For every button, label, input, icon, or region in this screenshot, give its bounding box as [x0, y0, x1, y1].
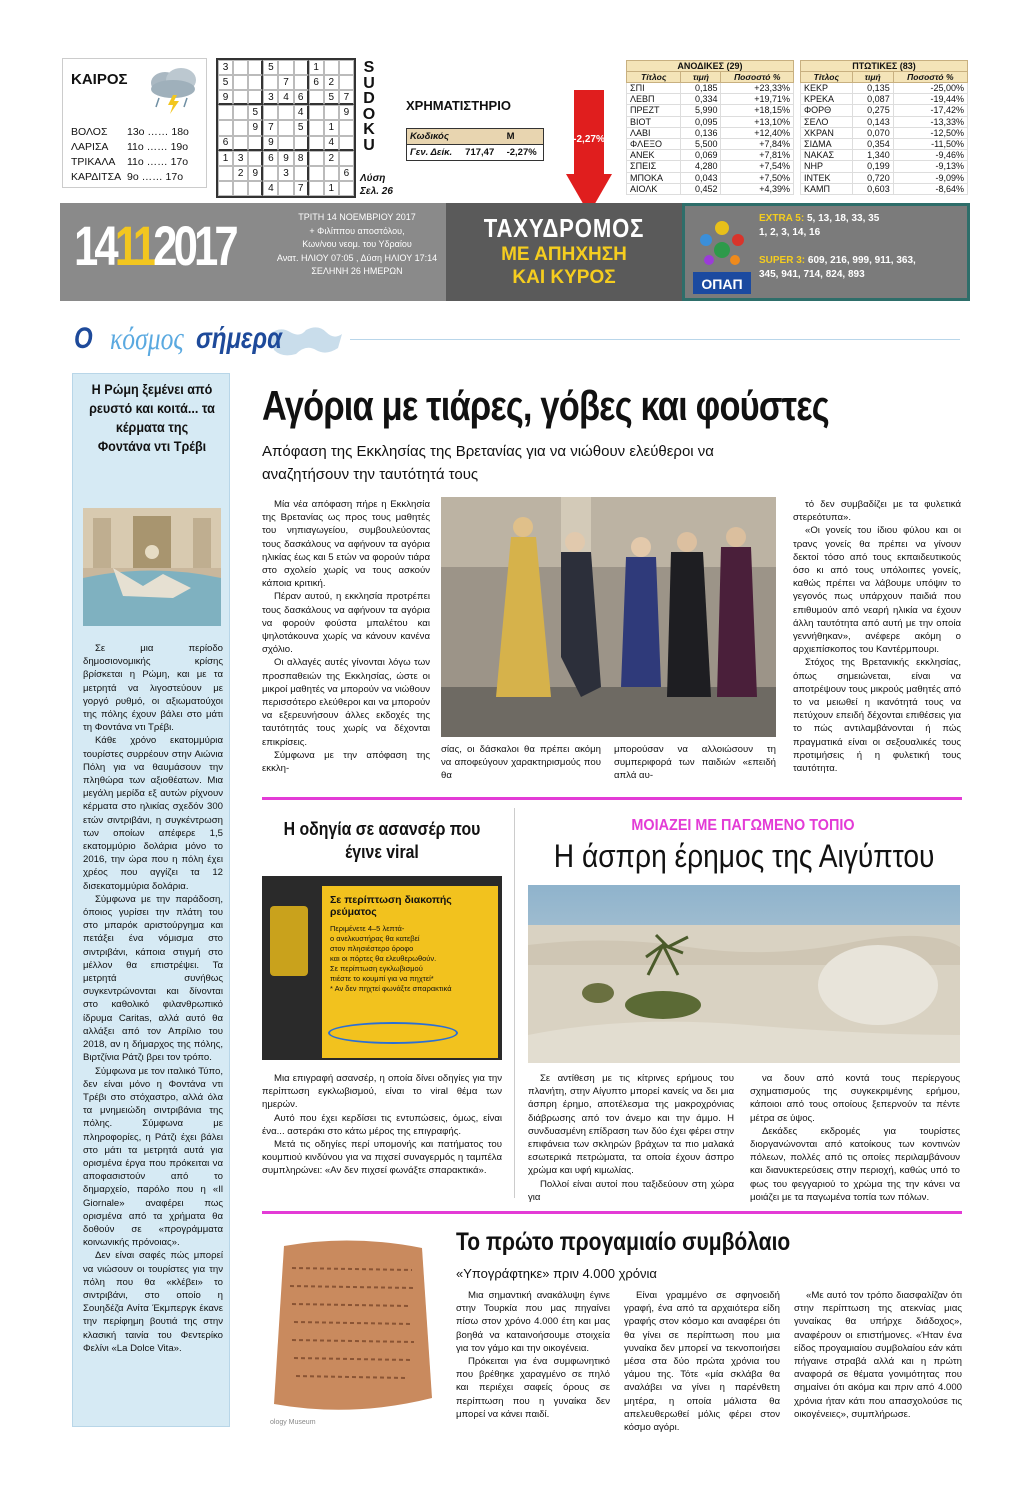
paragraph: να δουν από κοντά τους περίεργους σχηματισμούς της συγκεκριμένης ερήμου, κάποιοι από τους οποίους ξεπερνούν τα πέντε μέτρα σε ύψος. [750, 1073, 960, 1124]
sudoku-cell [233, 75, 248, 90]
table-row: ΠΡΕΖΤ 5,990 +18,15% [627, 105, 794, 116]
clergy-procession-photo [441, 497, 776, 737]
table-row: ΣΠΙ 0,185 +23,33% [627, 83, 794, 94]
paragraph: Πολλοί είναι αυτοί που ταξιδεύουν στη χώρα για [528, 1178, 734, 1203]
index-value: 717,47 [465, 147, 495, 158]
table-header: Τίτλος τιμή Ποσοστό % [627, 72, 794, 83]
sudoku-cell [233, 105, 248, 120]
sudoku-cell [309, 120, 324, 135]
weather-list [71, 125, 201, 185]
table-row: ΑΙΟΛΚ 0,452 +4,39% [627, 183, 794, 194]
sidebar-headline: Η Ρώμη ξεμένει από ρευστό και κοιτά... τα κέρματα της Φοντάνα ντι Τρέβι [89, 381, 215, 454]
table-row: ΑΝΕΚ 0,069 +7,81% [627, 150, 794, 161]
paragraph: Κάθε χρόνο εκατομμύρια τουρίστες συρρέουν στην Αιώνια Πόλη για να θαυμάσουν την πληθώρα των αξιοθέατων. Μια μεγάλη μερίδα εξ αυτών ρίχνουν κέρματα στο ηλικίας σχεδόν 300 ετών σιντριβάνι, η συγκέντρωση των οποίων απέφερε 1,5 εκατομμύριο δολάρια μόνο το 2016, την ώρα που η πόλη έχει χρέος που αγγίζει τα 12 δισεκατομμύρια δολάρια. [83, 735, 223, 892]
sudoku-cell [294, 166, 309, 181]
date-bar [60, 203, 970, 301]
down-arrow-icon [566, 90, 612, 214]
paragraph: Οι αλλαγές αυτές γίνονται λόγω των προσπαθειών της Εκκλησίας, ώστε οι μικροί μαθητές να μπορούν να νιώθουν περισσότερο ελεύθεροι και να μπορούν να εξερευνήσουν άλλες εκδοχές της ταυτότητάς τους χωρίς να δέχονται επικρίσεις. [262, 657, 430, 748]
sudoku-cell [324, 105, 339, 120]
sudoku-cell: 2 [324, 151, 339, 166]
sudoku-cell [309, 136, 324, 151]
contract-column-3 [794, 1289, 962, 1421]
sudoku-cell [233, 136, 248, 151]
paragraph: Σύμφωνα με την παράδοση, όποιος γυρίσει την πλάτη του στο μπαρόκ αριστούργημα και πετάξει ένα νόμισμα στο σιντριβάνι, κάποια στιγμή στο μέλλον θα επιστρέψει. Τα μετρητά συνήθως συγκεντρώνονται και δίνονται στο καθολικό φιλανθρωπικό ίδρυμα Caritas, αλλά αυτό θα αλλάξει από τον Απρίλιο του 2018, αν η δήμαρχος της πόλης, Βιρτζίνια Ράτζι βρει τον τρόπο. [83, 893, 223, 1064]
sudoku-solution-ref [360, 172, 393, 198]
sudoku-cell: 4 [294, 105, 309, 120]
sudoku-cell: 6 [294, 90, 309, 105]
main-column-2: σίας, οι δάσκαλοι θα πρέπει ακόμη να αποφεύγουν χαρακτηρισμούς που θα [441, 744, 601, 782]
opap-numbers: EXTRA 5: 5, 13, 18, 33, 35 1, 2, 3, 14, 16 SUPER 3: 609, 216, 999, 911, 363, 345, 941, 714, 824, 893 [759, 213, 916, 280]
sudoku-cell [233, 120, 248, 135]
storm-cloud-icon [143, 65, 203, 115]
gainers-table [626, 60, 794, 195]
trevi-fountain-photo [83, 508, 221, 626]
egypt-headline: Η άσπρη έρημος της Αιγύπτου [553, 838, 935, 874]
paragraph: Σύμφωνα με την απόφαση της εκκλη- [262, 749, 430, 775]
date-info-line: ΤΡΙΤΗ 14 ΝΟΕΜΒΡΙΟΥ 2017 [298, 212, 416, 222]
sudoku-cell: 4 [263, 181, 278, 196]
egypt-column-1 [528, 1072, 734, 1204]
sudoku-cell [218, 166, 233, 181]
sign-line: ο ανελκυστήρας θα κατεβεί [330, 934, 420, 943]
index-change: -2,27% [506, 147, 537, 158]
contract-subheadline: «Υπογράφτηκε» πριν 4.000 χρόνια [456, 1266, 657, 1281]
sudoku-cell: 7 [294, 181, 309, 196]
paragraph: Δεν είναι σαφές πώς μπορεί να νιώσουν οι τουρίστες για την πόλη που θα «κλέβει» το σιντριβάνι, στο οποίο η Σουηδέζα Ανίτα Έκμπεργκ έκανε την περίφημη βουτιά της στην κλασική ταινία του Φεντερίκο Φελίνι «La Dolce Vita». [83, 1250, 223, 1354]
sudoku-cell: 2 [233, 166, 248, 181]
highlight-circle [328, 1022, 458, 1044]
sign-line: * Αν δεν πηχτεί φωνάξτε σπαρακτικά [330, 984, 452, 993]
sudoku-cell: 6 [309, 75, 324, 90]
sudoku-cell [248, 75, 263, 90]
sudoku-cell: 7 [339, 90, 354, 105]
paragraph: «Οι γονείς του ίδιου φύλου και οι τρανς γονείς θα πρέπει να γίνουν δεκτοί τόσο από τους εκπαιδευτικούς όσο κι από τους υπόλοιπες γονείς, καθώς πρέπει να λάβουμε υπόψιν το γεγονός πως υπάρχουν παιδιά που επιθυμούν από νεαρή ηλικία να έχουν άλλη ταυτότητα από αυτή με την οποία γεννήθηκαν», ανέφερε ακόμη ο αρχιεπίσκοπος του Καντέρμπουρι. [793, 525, 961, 656]
sudoku-cell [218, 105, 233, 120]
table-header: Τίτλος τιμή Ποσοστό % [801, 72, 968, 83]
sudoku-letter: O [362, 105, 376, 123]
main-headline: Αγόρια με τιάρες, γόβες και φούστες [262, 382, 829, 429]
table-row: ΒΙΟΤ 0,095 +13,10% [627, 116, 794, 127]
sudoku-cell: 1 [309, 60, 324, 75]
sudoku-cell: 4 [278, 90, 293, 105]
section-divider [350, 339, 960, 340]
sudoku-cell [309, 166, 324, 181]
sudoku-cell: 9 [248, 166, 263, 181]
sudoku-cell [339, 151, 354, 166]
sudoku-cell [324, 166, 339, 181]
sudoku-cell: 1 [324, 181, 339, 196]
sudoku-cell [309, 151, 324, 166]
sudoku-cell [233, 181, 248, 196]
sudoku-cell: 9 [248, 120, 263, 135]
sudoku-cell [218, 120, 233, 135]
sudoku-cell [248, 60, 263, 75]
sudoku-cell [294, 136, 309, 151]
sidebar-body [83, 642, 223, 1355]
table-row: ΦΟΡΘ 0,275 -17,42% [801, 105, 968, 116]
masthead-slogan: ΜΕ ΑΠΗΧΗΣΗ ΚΑΙ ΚΥΡΟΣ [501, 244, 627, 288]
table-row: ΛΕΒΠ 0,334 +19,71% [627, 94, 794, 105]
table-title: ΑΝΟΔΙΚΕΣ (29) [627, 61, 794, 72]
egypt-kicker: ΜΟΙΑΖΕΙ ΜΕ ΠΑΓΩΜΕΝΟ ΤΟΠΙΟ [631, 817, 855, 834]
vertical-separator [514, 808, 515, 1198]
sign-line: Περιμένετε 4–5 λεπτά- [330, 924, 405, 933]
paragraph: Σύμφωνα με τον ιταλικό Τύπο, δεν είναι μόνο η Φοντάνα ντι Τρέβι στο στόχαστρο, αλλά όλα τα μνημειώδη σιντριβάνια της πόλης. Σύμφωνα με πληροφορίες, η Ράτζι έχει βάλει στο μάτι τα μετρητά αυτά για ορισμένα έργα που πρόκειται να αποφασιστούν από το δημαρχείο, παρόλο που η «Il Giornale» αναφέρει πως ορισμένα από τα χρήματα θα δοθούν σε «προγράμματα κοινωνικής πρόνοιας». [83, 1065, 223, 1249]
stock-index-box [406, 128, 544, 161]
opap-results [682, 203, 970, 301]
masthead [446, 203, 682, 301]
sudoku-cell [248, 136, 263, 151]
table-row: ΧΚΡΑΝ 0,070 -12,50% [801, 127, 968, 138]
sudoku-cell [263, 105, 278, 120]
weather-row: ΒΟΛΟΣ 13ο …… 18ο [71, 126, 189, 138]
sudoku-cell [309, 105, 324, 120]
sudoku-grid [216, 58, 356, 198]
date-info [268, 211, 446, 279]
solution-page: Σελ. 26 [360, 186, 393, 197]
paragraph: Αυτό που έχει κερδίσει τις εντυπώσεις, όμως, είναι ένα... αστεράκι στο κάτω μέρος της επιγραφής. [262, 1112, 502, 1137]
sudoku-cell: 6 [263, 151, 278, 166]
table-row: ΣΕΛΟ 0,143 -13,33% [801, 116, 968, 127]
sudoku-cell [309, 90, 324, 105]
sign-title: Σε περίπτωση διακοπής ρεύματος [330, 894, 452, 918]
elevator-sign-photo [262, 876, 502, 1060]
paragraph: Πρόκειται για ένα συμφωνητικό που βρέθηκε χαραγμένο σε πηλό και περιέχει σαφείς όρους σε περίπτωση που η γυναίκα δεν μπορεί να κάνει παιδί. [456, 1356, 610, 1420]
svg-text:ΟΠΑΠ: ΟΠΑΠ [701, 276, 743, 292]
paragraph: Μία νέα απόφαση πήρε η Εκκλησία της Βρετανίας ως προς τους μαθητές του νηπιαγωγείου, συμβουλεύοντας τους δασκάλους να αφήνουν τα αγόρια ηλικίας έως και 5 ετών να φορούν τιάρα στο σχολείο χωρίς να τους ασκούν κάποια κριτική. [262, 499, 430, 590]
table-row: ΣΙΔΜΑ 0,354 -11,50% [801, 139, 968, 150]
paragraph: Είναι γραμμένο σε σφηνοειδή γραφή, ένα από τα αρχαιότερα είδη γραφής στον κόσμο και αναφέρει ότι θα γίνει σε περίπτωση που μια γυναίκα δεν μπορεί να τεκνοποιήσει μέσα στα δύο πρώτα χρόνια του γάμου της. Τότε «μία σκλάβα θα αναλάβει να γίνει η παρένθετη μητέρα, η οποία μάλιστα θα απελευθερωθεί μόλις φέρει στον κόσμο αγόρι. [624, 1290, 780, 1434]
sudoku-cell [248, 90, 263, 105]
main-column-4 [793, 498, 961, 775]
table-row: ΚΕΚΡ 0,135 -25,00% [801, 83, 968, 94]
table-row: ΝΑΚΑΣ 1,340 -9,46% [801, 150, 968, 161]
paragraph: τό δεν συμβαδίζει με τα φυλετικά στερεότυπα». [793, 499, 961, 524]
sudoku-cell [263, 166, 278, 181]
sudoku-letter: U [363, 74, 375, 92]
sudoku-cell [278, 60, 293, 75]
table-row: ΚΡΕΚΑ 0,087 -19,44% [801, 94, 968, 105]
stock-title: ΧΡΗΜΑΤΙΣΤΗΡΙΟ [406, 98, 511, 113]
sudoku-cell: 4 [324, 136, 339, 151]
sudoku-cell [278, 136, 293, 151]
elevator-body [262, 1072, 502, 1178]
table-row: ΣΠΕΙΣ 4,280 +7,54% [627, 161, 794, 172]
date-panel [60, 203, 446, 301]
sudoku-cell [233, 90, 248, 105]
sudoku-cell [248, 181, 263, 196]
date-info-line: Κων/νου νεομ. του Υδραίου [302, 239, 412, 249]
sudoku-cell: 7 [278, 75, 293, 90]
sudoku-cell: 2 [324, 75, 339, 90]
sudoku-cell: 6 [339, 166, 354, 181]
sudoku-letter: D [363, 90, 375, 107]
sudoku-cell: 3 [218, 60, 233, 75]
egypt-column-2 [750, 1072, 960, 1204]
table-row: ΦΛΕΞΟ 5,500 +7,84% [627, 139, 794, 150]
sudoku-cell [294, 75, 309, 90]
table-row: ΜΠΟΚΑ 0,043 +7,50% [627, 172, 794, 183]
col-code: Κωδικός [410, 131, 449, 142]
opap-logo-icon [691, 214, 753, 298]
paragraph: Μια επιγραφή ασανσέρ, η οποία δίνει οδηγίες για την περίπτωση εγκλωβισμού, είναι το viral θέμα των ημερών. [262, 1073, 502, 1111]
sudoku-cell: 5 [248, 105, 263, 120]
index-name: Γεν. Δείκ. [410, 147, 453, 158]
sudoku-cell: 5 [263, 60, 278, 75]
sudoku-vertical-label [362, 60, 376, 153]
main-column-1 [262, 498, 430, 775]
paragraph: «Με αυτό τον τρόπο διασφαλίζαν ότι στην περίπτωση της ατεκνίας μιας γυναίκας θα υπήρχε διάδοχος», αναφέρουν οι επιστήμονες. «Ήταν ένα είδος προγαμιαίου συμβολαίου εάν κάτι πήγαινε στραβά αλλά και η πρώτη αναφορά σε θέματα γονιμότητας που σημαίνει ότι ακόμα και πριν από 4.000 χρόνια ήταν κάτι που απασχολούσε τις οικογένειες», συμπλήρωσε. [794, 1290, 962, 1420]
sudoku-letter: K [363, 121, 375, 138]
sudoku-cell [339, 181, 354, 196]
table-row: ΚΑΜΠ 0,603 -8,64% [801, 183, 968, 194]
sudoku-letter: S [363, 59, 375, 76]
pink-divider-1 [262, 797, 962, 800]
table-row: ΛΑΒΙ 0,136 +12,40% [627, 127, 794, 138]
section-word-1: Ο [74, 322, 93, 355]
contract-headline: Το πρώτο προγαμιαίο συμβόλαιο [456, 1228, 791, 1256]
sudoku-letter: U [363, 136, 375, 154]
hand-button-icon [270, 906, 308, 976]
weather-box [62, 58, 207, 188]
sidebar-article [72, 373, 230, 1427]
sudoku-cell: 1 [324, 120, 339, 135]
table-row: ΝΗΡ 0,199 -9,13% [801, 161, 968, 172]
sudoku-cell [339, 120, 354, 135]
sudoku-cell: 8 [294, 151, 309, 166]
solution-label: Λύση [360, 173, 386, 184]
sudoku-cell [218, 181, 233, 196]
big-date: 14112017 [74, 214, 235, 277]
contract-column-1 [456, 1289, 610, 1421]
sudoku-cell: 3 [233, 151, 248, 166]
clay-tablet-photo [262, 1228, 440, 1428]
sudoku-cell [248, 151, 263, 166]
section-word-3: σήμερα [196, 322, 282, 355]
section-word-2: κόσμος [110, 320, 184, 356]
sudoku-cell: 6 [218, 136, 233, 151]
elevator-headline: Η οδηγία σε ασανσέρ που έγινε viral [283, 819, 481, 862]
weather-title: ΚΑΙΡΟΣ [71, 71, 128, 88]
sudoku-cell [263, 75, 278, 90]
date-info-line: ΣΕΛΗΝΗ 26 ΗΜΕΡΩΝ [311, 266, 403, 276]
sudoku-cell: 9 [278, 151, 293, 166]
section-header [66, 318, 346, 364]
main-column-3: μπορούσαν να αλλοιώσουν τη συμπεριφορά των παιδιών «επειδή απλά αυ- [614, 744, 776, 782]
date-info-line: Ανατ. ΗΛΙΟΥ 07:05 , Δύση ΗΛΙΟΥ 17:14 [276, 252, 438, 263]
sudoku-cell [339, 75, 354, 90]
sudoku-cell [339, 136, 354, 151]
white-desert-photo [528, 885, 960, 1063]
svg-text:ology Museum: ology Museum [270, 1419, 316, 1426]
sudoku-cell: 3 [263, 90, 278, 105]
sudoku-cell: 1 [218, 151, 233, 166]
sudoku-cell [339, 60, 354, 75]
sudoku-cell [278, 181, 293, 196]
sign-line: και οι πόρτες θα ελευθερωθούν. [330, 954, 437, 963]
sudoku-cell: 9 [263, 136, 278, 151]
table-row: ΙΝΤΕΚ 0,720 -9,09% [801, 172, 968, 183]
col-m: Μ [506, 131, 515, 142]
sudoku-cell: 9 [218, 90, 233, 105]
arrow-label: -2,27% [573, 134, 605, 145]
paragraph: Δεκάδες εκδρομές για τουρίστες διοργανώνονται από κατοίκους των κοντινών πόλεων, πολλές από τις οποίες περιλαμβάνουν και διανυκτερεύσεις στην περιοχή, καθώς υπό το φως του φεγγαριού το χρώμα της την κάνει να μοιάζει με τα παγωμένα τοπία των πόλων. [750, 1125, 960, 1203]
sudoku-cell [278, 105, 293, 120]
sudoku-cell: 5 [324, 90, 339, 105]
sudoku-cell: 9 [339, 105, 354, 120]
masthead-name: ΤΑΧΥΔΡΟΜΟΣ [483, 213, 645, 243]
sudoku-cell [278, 120, 293, 135]
sign-line: πιέστε το κουμπί για να πηχτεί* [330, 974, 434, 983]
paragraph: Σε αντίθεση με τις κίτρινες ερήμους του πλανήτη, στην Αίγυπτο μπορεί κανείς να δει μια άσπρη έρημο, αποτέλεσμα της μακροχρόνιας διάβρωσης από τον άνεμο και την άμμο. Η συνδυασμένη επίδραση των δύο έχει φέρει στην επιφάνεια των σκληρών βράχων τα πιο μαλακά εσωτερικά πετρώματα, τα οποία έχουν άσπρο χρώμα και υφή κιμωλίας. [528, 1073, 734, 1177]
sudoku-cell [324, 60, 339, 75]
paragraph: Πέραν αυτού, η εκκλησία προτρέπει τους δασκάλους να αφήνουν τα αγόρια να φορούν φούστα μπαλέτου και ψηλοτάκουνα χωρίς να κάνουν κανένα σχόλιο. [262, 591, 430, 656]
sign-lines [330, 924, 490, 994]
sudoku-cell [294, 60, 309, 75]
sudoku-cell: 7 [263, 120, 278, 135]
contract-column-2 [624, 1289, 780, 1434]
paragraph: Στόχος της Βρετανικής εκκλησίας, όπως σημειώνεται, είναι να αποτρέψουν τους μικρούς μαθητές από το να μειωθεί η ικανότητά τους να πετύχουν επειδή δέχονται επιθέσεις για το πώς αντιλαμβάνονται ή πώς πραγματικά είναι οι σεξουαλικές τους προτιμήσεις ή η φυλετική τους ταυτότητα. [793, 657, 961, 775]
sudoku-cell: 5 [294, 120, 309, 135]
pink-divider-2 [262, 1211, 962, 1214]
main-subheadline: Απόφαση της Εκκλησίας της Βρετανίας για να νιώθουν ελεύθεροι να αναζητήσουν την ταυτότητά τους [262, 443, 714, 483]
weather-row: ΤΡΙΚΑΛΑ 11ο …… 17ο [71, 156, 189, 168]
weather-row: ΚΑΡΔΙΤΣΑ 9ο …… 17ο [71, 171, 184, 183]
paragraph: Μετά τις οδηγίες περί υπομονής και πατήματος του κουμπιού κινδύνου για να πιχσεί συναγερμός η ταμπέλα συμπληρώνει: «Αν δεν πιχσεί φωνάξτε σπαρακτικά». [262, 1139, 502, 1177]
sign-line: στον πλησιέστερο όροφο [330, 944, 414, 953]
sudoku-cell: 5 [218, 75, 233, 90]
weather-row: ΛΑΡΙΣΑ 11ο …… 19ο [71, 141, 189, 153]
sudoku-cell: 3 [278, 166, 293, 181]
paragraph: Μια σημαντική ανακάλυψη έγινε στην Τουρκία που μας πηγαίνει πίσω στον χρόνο 4.000 έτη και μας βοηθά να καταινοήσουμε στοιχεία για τον γάμο και την οικογένεια. [456, 1290, 610, 1354]
table-title: ΠΤΩΤΙΚΕΣ (83) [801, 61, 968, 72]
paragraph: Σε μια περίοδο δημοσιονομικής κρίσης βρίσκεται η Ρώμη, και με τα μετρητά να λιγοστεύουν με γοργό ρυθμό, οι αξιωματούχοι της πόλης έχουν βάλει στο μάτι τη Φοντάνα ντι Τρέβι. [83, 643, 223, 734]
sudoku-cell [309, 181, 324, 196]
sudoku-cell [233, 60, 248, 75]
date-info-line: + Φιλίππου αποστόλου, [309, 225, 405, 236]
sign-line: Σε περίπτωση εγκλωβισμού [330, 964, 423, 973]
losers-table [800, 60, 968, 195]
